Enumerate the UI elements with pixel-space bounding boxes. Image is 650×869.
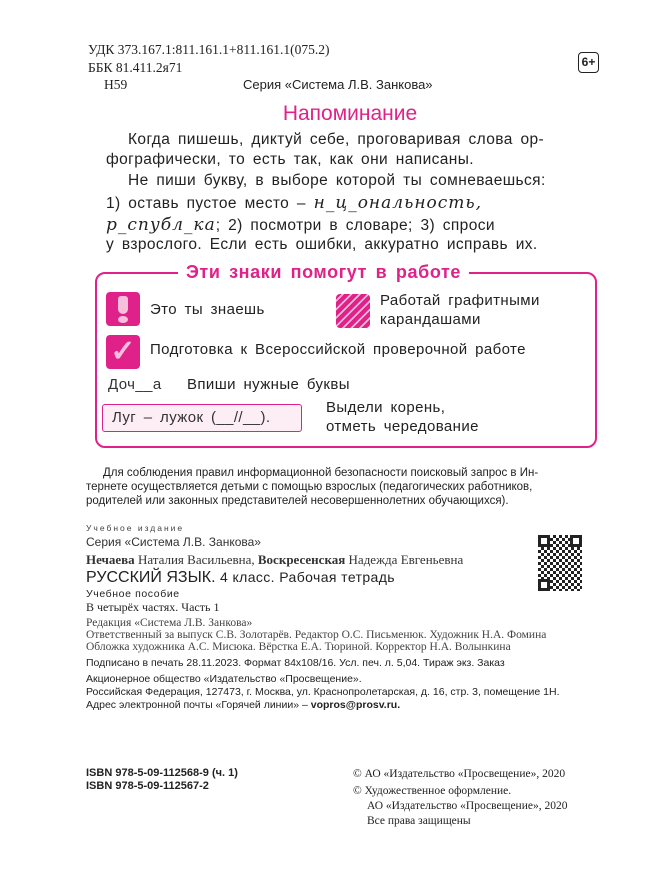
pencils-icon (336, 294, 370, 328)
sign-label: карандашами (380, 311, 481, 328)
print-info: Подписано в печать 28.11.2023. Формат 84x108/16. Усл. печ. л. 5,04. Тираж экз. Заказ (86, 657, 505, 669)
notice-line: родителей или законных представителей несовершеннолетних обучающихся). (86, 495, 509, 507)
handwritten-example: р_спубл_ка (106, 215, 216, 235)
imprint-series: Серия «Система Л.В. Занкова» (86, 535, 261, 549)
book-title: РУССКИЙ ЯЗЫК. 4 класс. Рабочая тетрадь (86, 569, 395, 586)
copyright: АО «Издательство «Просвещение», 2020 (367, 800, 568, 812)
staff: Ответственный за выпуск С.В. Золотарёв. Редактор О.С. Письменюк. Художник Н.А. Фомина (86, 629, 547, 641)
book-parts: В четырёх частях. Часть 1 (86, 600, 220, 614)
age-badge: 6+ (578, 52, 599, 73)
reminder-title: Напоминание (282, 102, 418, 125)
edition-type: Учебное издание (86, 523, 185, 533)
reminder-line: у взрослого. Если есть ошибки, аккуратно исправь их. (106, 236, 538, 253)
sign-label: Работай графитными (380, 292, 540, 309)
isbn: ISBN 978-5-09-112568-9 (ч. 1) (86, 767, 238, 779)
staff: Обложка художника А.С. Мисюка. Вёрстка Е.А. Тюриной. Корректор Н.А. Волынкина (86, 641, 511, 653)
copyright: © Художественное оформление. (353, 785, 512, 797)
authors: Нечаева Наталия Васильевна, Воскресенская Надежда Евгеньевна (86, 552, 464, 567)
book-code: Н59 (104, 77, 128, 92)
address: Российская Федерация, 127473, г. Москва, ул. Краснопролетарская, д. 16, стр. 3, помещение 1Н. (86, 686, 560, 698)
reminder-line: ; 2) посмотри в словаре; 3) спроси (215, 217, 495, 234)
reminder-line: фографически, то есть так, как они написаны. (106, 151, 475, 168)
exclamation-icon (106, 292, 140, 326)
notice-line: Для соблюдения правил информационной безопасности поисковый запрос в Ин- (103, 467, 539, 479)
reminder-line: Не пиши букву, в выборе которой ты сомневаешься: (128, 172, 546, 189)
copyright: Все права защищены (367, 815, 471, 827)
handwritten-example: н_ц_ональность, (313, 193, 483, 213)
copyright: © АО «Издательство «Просвещение», 2020 (353, 768, 566, 780)
sign-label: Выдели корень, (326, 399, 446, 416)
sign-label: отметь чередование (326, 418, 479, 435)
notice-line: тернете осуществляется детьми с помощью взрослых (педагогических работников, (86, 481, 533, 493)
editorial: Редакция «Система Л.В. Занкова» (86, 617, 253, 629)
reminder-line: 1) оставь пустое место – (106, 195, 306, 212)
sign-label: Это ты знаешь (150, 301, 265, 318)
udk: УДК 373.167.1:811.161.1+811.161.1(075.2) (88, 42, 330, 57)
series-header: Серия «Система Л.В. Занкова» (243, 77, 433, 92)
book-type: Учебное пособие (86, 588, 180, 600)
checkmark-icon: ✓ (106, 335, 140, 369)
email-label: Адрес электронной почты «Горячей линии» – (86, 699, 308, 711)
reminder-line: Когда пишешь, диктуй себе, проговаривая слова ор- (128, 131, 545, 148)
publisher: Акционерное общество «Издательство «Просвещение». (86, 673, 362, 685)
root-example: Луг – лужок (__//__). (112, 409, 271, 426)
sign-label: Подготовка к Всероссийской проверочной работе (150, 341, 526, 358)
bbk: ББК 81.411.2я71 (88, 60, 183, 75)
email-link[interactable]: vopros@prosv.ru. (310, 699, 401, 711)
sign-label: Впиши нужные буквы (187, 376, 350, 393)
signs-title: Эти знаки помогут в работе (178, 262, 469, 283)
qr-code[interactable] (538, 535, 582, 591)
isbn: ISBN 978-5-09-112567-2 (86, 780, 209, 792)
fill-letter-example: Доч__а (108, 376, 162, 393)
